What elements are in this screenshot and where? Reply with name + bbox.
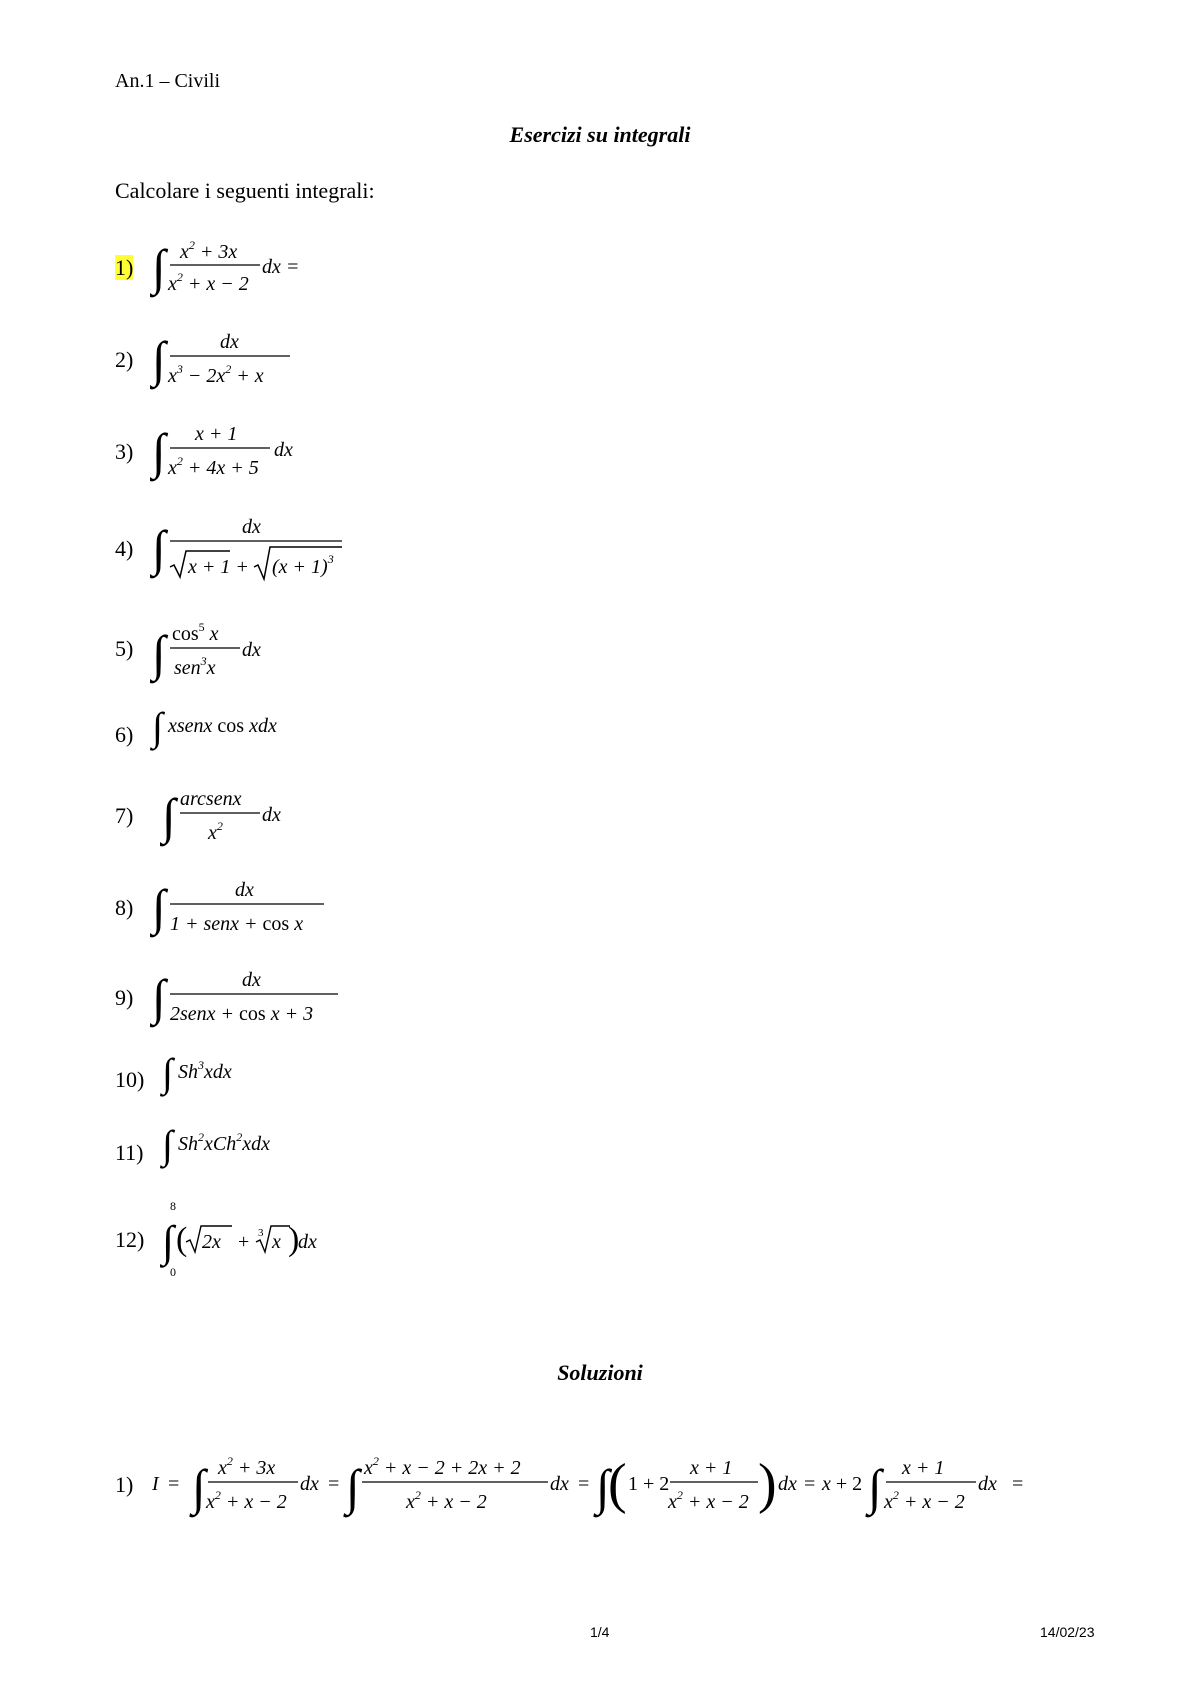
document-date: 14/02/23 bbox=[1040, 1624, 1095, 1640]
exercise-number-7: 7) bbox=[115, 803, 134, 828]
svg-text:dx: dx bbox=[242, 639, 261, 661]
svg-text:∫: ∫ bbox=[152, 969, 166, 1025]
formula-11 bbox=[160, 1120, 340, 1170]
svg-text:dx: dx bbox=[550, 1473, 569, 1495]
formula-4 bbox=[150, 505, 390, 585]
svg-text:=: = bbox=[168, 1473, 180, 1495]
svg-text:∫: ∫ bbox=[162, 1050, 173, 1095]
svg-text:x + 1: x + 1 bbox=[690, 1457, 733, 1479]
svg-text:∫: ∫ bbox=[346, 1459, 360, 1515]
svg-text:0: 0 bbox=[170, 1265, 176, 1279]
svg-text:x2 + 3x: $x^2 + 3x$ bbox=[180, 238, 238, 263]
solution-formula-1 bbox=[150, 1440, 1050, 1520]
svg-text:x2 + x − 2: $x^2 + x - 2$ bbox=[206, 1488, 287, 1513]
exercise-number-1: 1) bbox=[115, 255, 134, 280]
svg-text:∫: ∫ bbox=[152, 704, 163, 749]
solutions-title: Soluzioni bbox=[557, 1360, 643, 1385]
svg-text:=: = bbox=[1012, 1473, 1024, 1495]
svg-text:∫: ∫ bbox=[152, 331, 166, 387]
course-header: An.1 – Civili bbox=[115, 70, 221, 92]
svg-text:2senx + cos x + 3: 2senx + cos x + 3 bbox=[170, 1003, 314, 1025]
formula-1 bbox=[150, 228, 340, 300]
svg-text:∫: ∫ bbox=[868, 1459, 882, 1515]
svg-text:dx: dx bbox=[298, 1231, 317, 1253]
svg-text:x2 + x − 2: $x^2 + x - 2$ bbox=[668, 1488, 749, 1513]
svg-text:I: I bbox=[152, 1473, 159, 1495]
svg-text:dx =: dx = bbox=[262, 256, 300, 278]
svg-text:=: = bbox=[328, 1473, 340, 1495]
svg-text:Sh3xdx: Sh$^3$xdx bbox=[178, 1058, 232, 1083]
svg-text:∫: ∫ bbox=[162, 1122, 173, 1167]
svg-text:x2: $x^2$ bbox=[208, 819, 223, 844]
exercise-number-11: 11) bbox=[115, 1140, 144, 1165]
svg-text:∫: ∫ bbox=[152, 423, 166, 479]
exercise-number-6: 6) bbox=[115, 722, 134, 747]
exercise-number-12: 12) bbox=[115, 1227, 145, 1252]
svg-text:∫: ∫ bbox=[162, 788, 176, 844]
solution-number-1: 1) bbox=[115, 1472, 134, 1497]
formula-5 bbox=[150, 612, 300, 684]
formula-8 bbox=[150, 866, 370, 938]
svg-text:dx: dx bbox=[242, 516, 261, 538]
formula-6 bbox=[150, 702, 350, 752]
svg-text:dx: dx bbox=[778, 1473, 797, 1495]
formula-9 bbox=[150, 956, 380, 1028]
svg-text:=: = bbox=[804, 1473, 816, 1495]
svg-text:∫: ∫ bbox=[152, 520, 166, 576]
svg-text:x + 1: x + 1 bbox=[195, 423, 238, 445]
svg-text:∫: ∫ bbox=[152, 879, 166, 935]
svg-text:x2 + x − 2 + 2x + 2: $x^2 + x - 2 + 2x + 2$ bbox=[364, 1454, 521, 1479]
svg-text:(: ( bbox=[608, 1453, 627, 1515]
svg-text:): ) bbox=[758, 1453, 777, 1515]
svg-text:x: x bbox=[272, 1231, 281, 1253]
svg-text:x2 + 3x: $x^2 + 3x$ bbox=[218, 1454, 276, 1479]
svg-text:x2 + x − 2: $x^2 + x - 2$ bbox=[168, 270, 249, 295]
svg-text:x3 − 2x2 + x: $x^3 - 2x^2 + x$ bbox=[168, 362, 264, 387]
page-title: Esercizi su integrali bbox=[509, 122, 691, 147]
svg-text:x + 1: x + 1 bbox=[902, 1457, 945, 1479]
svg-text:dx: dx bbox=[220, 331, 239, 353]
svg-text:8: 8 bbox=[170, 1199, 176, 1213]
formula-3 bbox=[150, 410, 350, 482]
svg-text:Sh2xCh2xdx: Sh$^2$xCh$^2$xdx bbox=[178, 1130, 270, 1155]
svg-text:(x + 1)3: $(x + 1)^3$ bbox=[272, 552, 334, 578]
page-number: 1/4 bbox=[590, 1624, 610, 1640]
exercise-number-10: 10) bbox=[115, 1067, 145, 1092]
svg-text:x2 + x − 2: $x^2 + x - 2$ bbox=[406, 1488, 487, 1513]
svg-text:arcsenx: arcsenx bbox=[180, 788, 242, 810]
svg-text:dx: dx bbox=[274, 439, 293, 461]
exercise-number-2: 2) bbox=[115, 347, 134, 372]
formula-7 bbox=[160, 775, 330, 847]
svg-text:1 + 2: 1 + 2 bbox=[628, 1473, 670, 1495]
svg-text:2x: 2x bbox=[202, 1231, 221, 1253]
exercise-number-3: 3) bbox=[115, 439, 134, 464]
svg-text:cos5 x: $\cos^5 x$ bbox=[172, 620, 219, 645]
formula-12 bbox=[160, 1196, 360, 1280]
svg-text:∫: ∫ bbox=[152, 239, 166, 295]
svg-text:x + 2: x + 2 bbox=[822, 1473, 863, 1495]
svg-text:∫: ∫ bbox=[596, 1459, 610, 1515]
intro-text: Calcolare i seguenti integrali: bbox=[115, 178, 375, 203]
svg-text:(: ( bbox=[176, 1221, 188, 1258]
svg-text:dx: dx bbox=[242, 969, 261, 991]
svg-text:dx: dx bbox=[978, 1473, 997, 1495]
svg-text:dx: dx bbox=[300, 1473, 319, 1495]
svg-text:x + 1 +: x + 1 + bbox=[188, 556, 249, 578]
svg-text:): ) bbox=[288, 1221, 300, 1258]
formula-10 bbox=[160, 1048, 300, 1098]
svg-text:∫: ∫ bbox=[152, 625, 166, 681]
svg-text:x2 + 4x + 5: $x^2 + 4x + 5$ bbox=[168, 454, 259, 479]
exercise-number-8: 8) bbox=[115, 895, 134, 920]
svg-text:x2 + x − 2: $x^2 + x - 2$ bbox=[884, 1488, 965, 1513]
exercise-number-4: 4) bbox=[115, 536, 134, 561]
formula-2 bbox=[150, 318, 350, 390]
exercise-number-5: 5) bbox=[115, 636, 134, 661]
exercise-number-9: 9) bbox=[115, 985, 134, 1010]
svg-text:∫: ∫ bbox=[192, 1459, 206, 1515]
svg-text:xsenx cos xdx: xsenx cos xdx bbox=[168, 715, 277, 737]
svg-text:1 + senx + cos x: 1 + senx + cos x bbox=[170, 913, 304, 935]
svg-text:dx: dx bbox=[262, 804, 281, 826]
svg-text:=: = bbox=[578, 1473, 590, 1495]
svg-text:+: + bbox=[238, 1231, 250, 1253]
svg-text:3: 3 bbox=[258, 1227, 264, 1239]
svg-text:∫: ∫ bbox=[162, 1217, 175, 1266]
svg-text:sen3x: sen$^3$x bbox=[174, 654, 216, 679]
svg-text:dx: dx bbox=[235, 879, 254, 901]
